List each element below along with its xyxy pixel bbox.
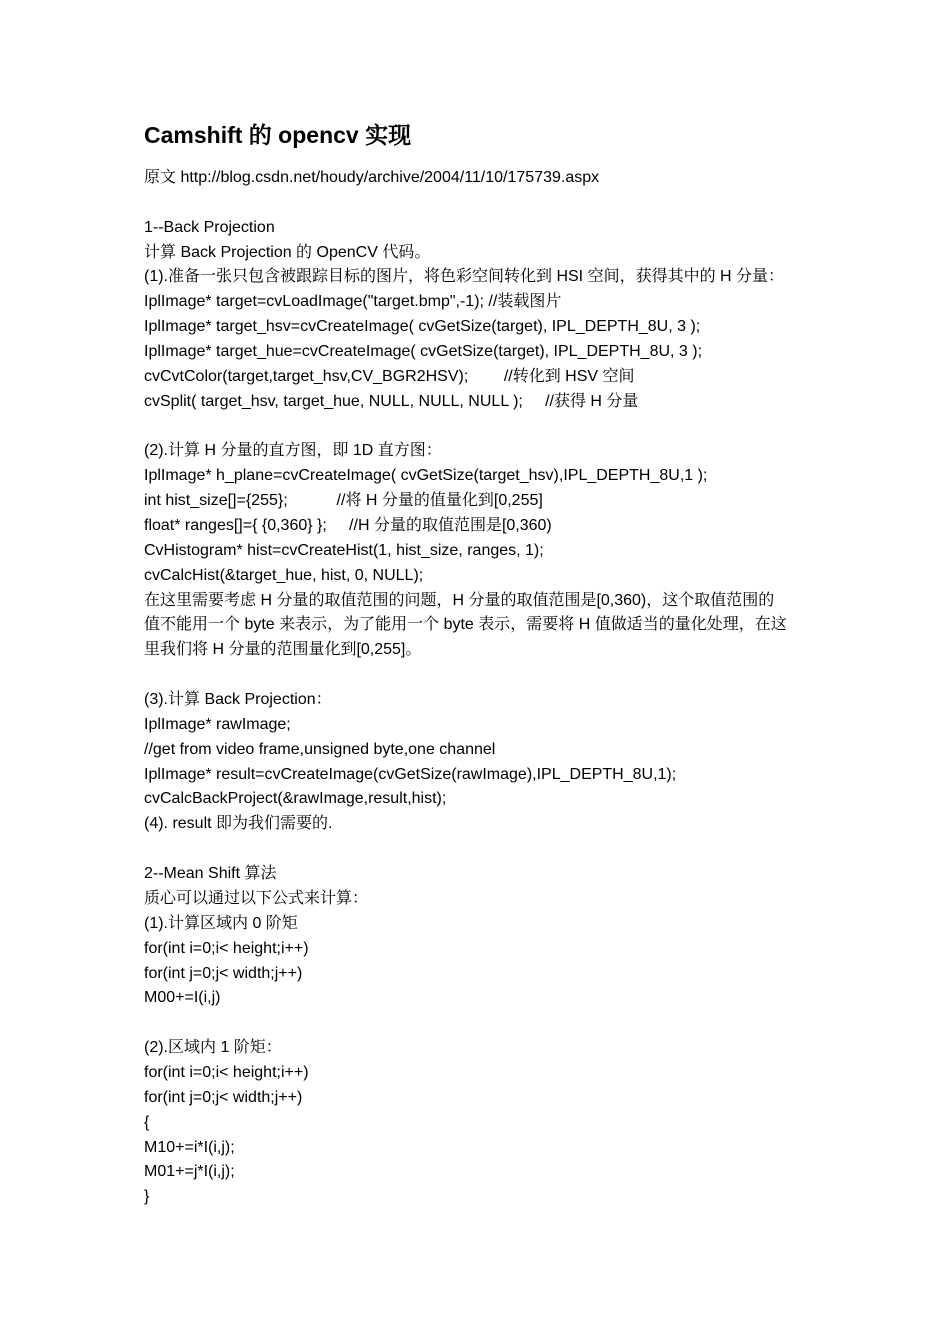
text-line: cvSplit( target_hsv, target_hue, NULL, NULL, NULL ); //获得 H 分量 — [144, 392, 639, 410]
document-title: Camshift 的 opencv 实现 — [144, 122, 412, 148]
text-line: M10+=i*I(i,j); — [144, 1138, 235, 1156]
document-body — [144, 166, 824, 1210]
text-line: { — [144, 1113, 150, 1131]
text-line: cvCalcHist(&target_hue, hist, 0, NULL); — [144, 566, 424, 584]
text-line: int hist_size[]={255}; //将 H 分量的值量化到[0,255] — [144, 492, 543, 510]
text-line: CvHistogram* hist=cvCreateHist(1, hist_size, ranges, 1); — [144, 541, 544, 559]
text-line: IplImage* target=cvLoadImage("target.bmp",-1); //装载图片 — [144, 293, 562, 311]
text-line: 里我们将 H 分量的范围量化到[0,255]。 — [144, 641, 422, 659]
text-line: IplImage* rawImage; — [144, 715, 291, 733]
text-line: } — [144, 1188, 150, 1206]
text-line: (1).准备一张只包含被跟踪目标的图片，将色彩空间转化到 HSI 空间，获得其中的 H 分量： — [144, 268, 785, 286]
text-line: for(int i=0;i< height;i++) — [144, 939, 309, 957]
text-line: 在这里需要考虑 H 分量的取值范围的问题，H 分量的取值范围是[0,360)，这个取值范围的 — [144, 591, 775, 609]
text-line: (4). result 即为我们需要的. — [144, 815, 333, 833]
blank-line — [144, 191, 824, 216]
text-line: IplImage* result=cvCreateImage(cvGetSize(rawImage),IPL_DEPTH_8U,1); — [144, 765, 677, 783]
text-line: (2).区域内 1 阶矩： — [144, 1039, 282, 1057]
blank-line — [144, 1011, 824, 1036]
text-line: float* ranges[]={ {0,360} }; //H 分量的取值范围是[0,360) — [144, 517, 552, 535]
text-line: IplImage* target_hsv=cvCreateImage( cvGetSize(target), IPL_DEPTH_8U, 3 ); — [144, 318, 701, 336]
text-line: 质心可以通过以下公式来计算： — [144, 889, 369, 907]
text-line: cvCvtColor(target,target_hsv,CV_BGR2HSV); //转化到 HSV 空间 — [144, 367, 635, 385]
blank-line — [144, 837, 824, 862]
text-line: (2).计算 H 分量的直方图，即 1D 直方图： — [144, 442, 442, 460]
blank-line — [144, 415, 824, 440]
text-line: for(int j=0;j< width;j++) — [144, 1088, 303, 1106]
text-line: IplImage* h_plane=cvCreateImage( cvGetSize(target_hsv),IPL_DEPTH_8U,1 ); — [144, 467, 708, 485]
text-line: 原文 http://blog.csdn.net/houdy/archive/2004/11/10/175739.aspx — [144, 169, 600, 186]
text-line: //get from video frame,unsigned byte,one channel — [144, 740, 496, 758]
text-line: (3).计算 Back Projection： — [144, 691, 332, 709]
text-line: 计算 Back Projection 的 OpenCV 代码。 — [144, 243, 431, 261]
text-line: for(int i=0;i< height;i++) — [144, 1063, 309, 1081]
text-line: M00+=I(i,j) — [144, 989, 221, 1007]
text-line: 2--Mean Shift 算法 — [144, 865, 277, 883]
text-line: 1--Back Projection — [144, 218, 275, 236]
text-line: IplImage* target_hue=cvCreateImage( cvGetSize(target), IPL_DEPTH_8U, 3 ); — [144, 343, 703, 361]
text-line: for(int j=0;j< width;j++) — [144, 964, 303, 982]
text-line: M01+=j*I(i,j); — [144, 1163, 235, 1181]
text-line: cvCalcBackProject(&rawImage,result,hist); — [144, 790, 447, 808]
text-line: (1).计算区域内 0 阶矩 — [144, 914, 298, 932]
blank-line — [144, 663, 824, 688]
text-line: 值不能用一个 byte 来表示，为了能用一个 byte 表示，需要将 H 值做适当的量化处理，在这 — [144, 616, 787, 634]
